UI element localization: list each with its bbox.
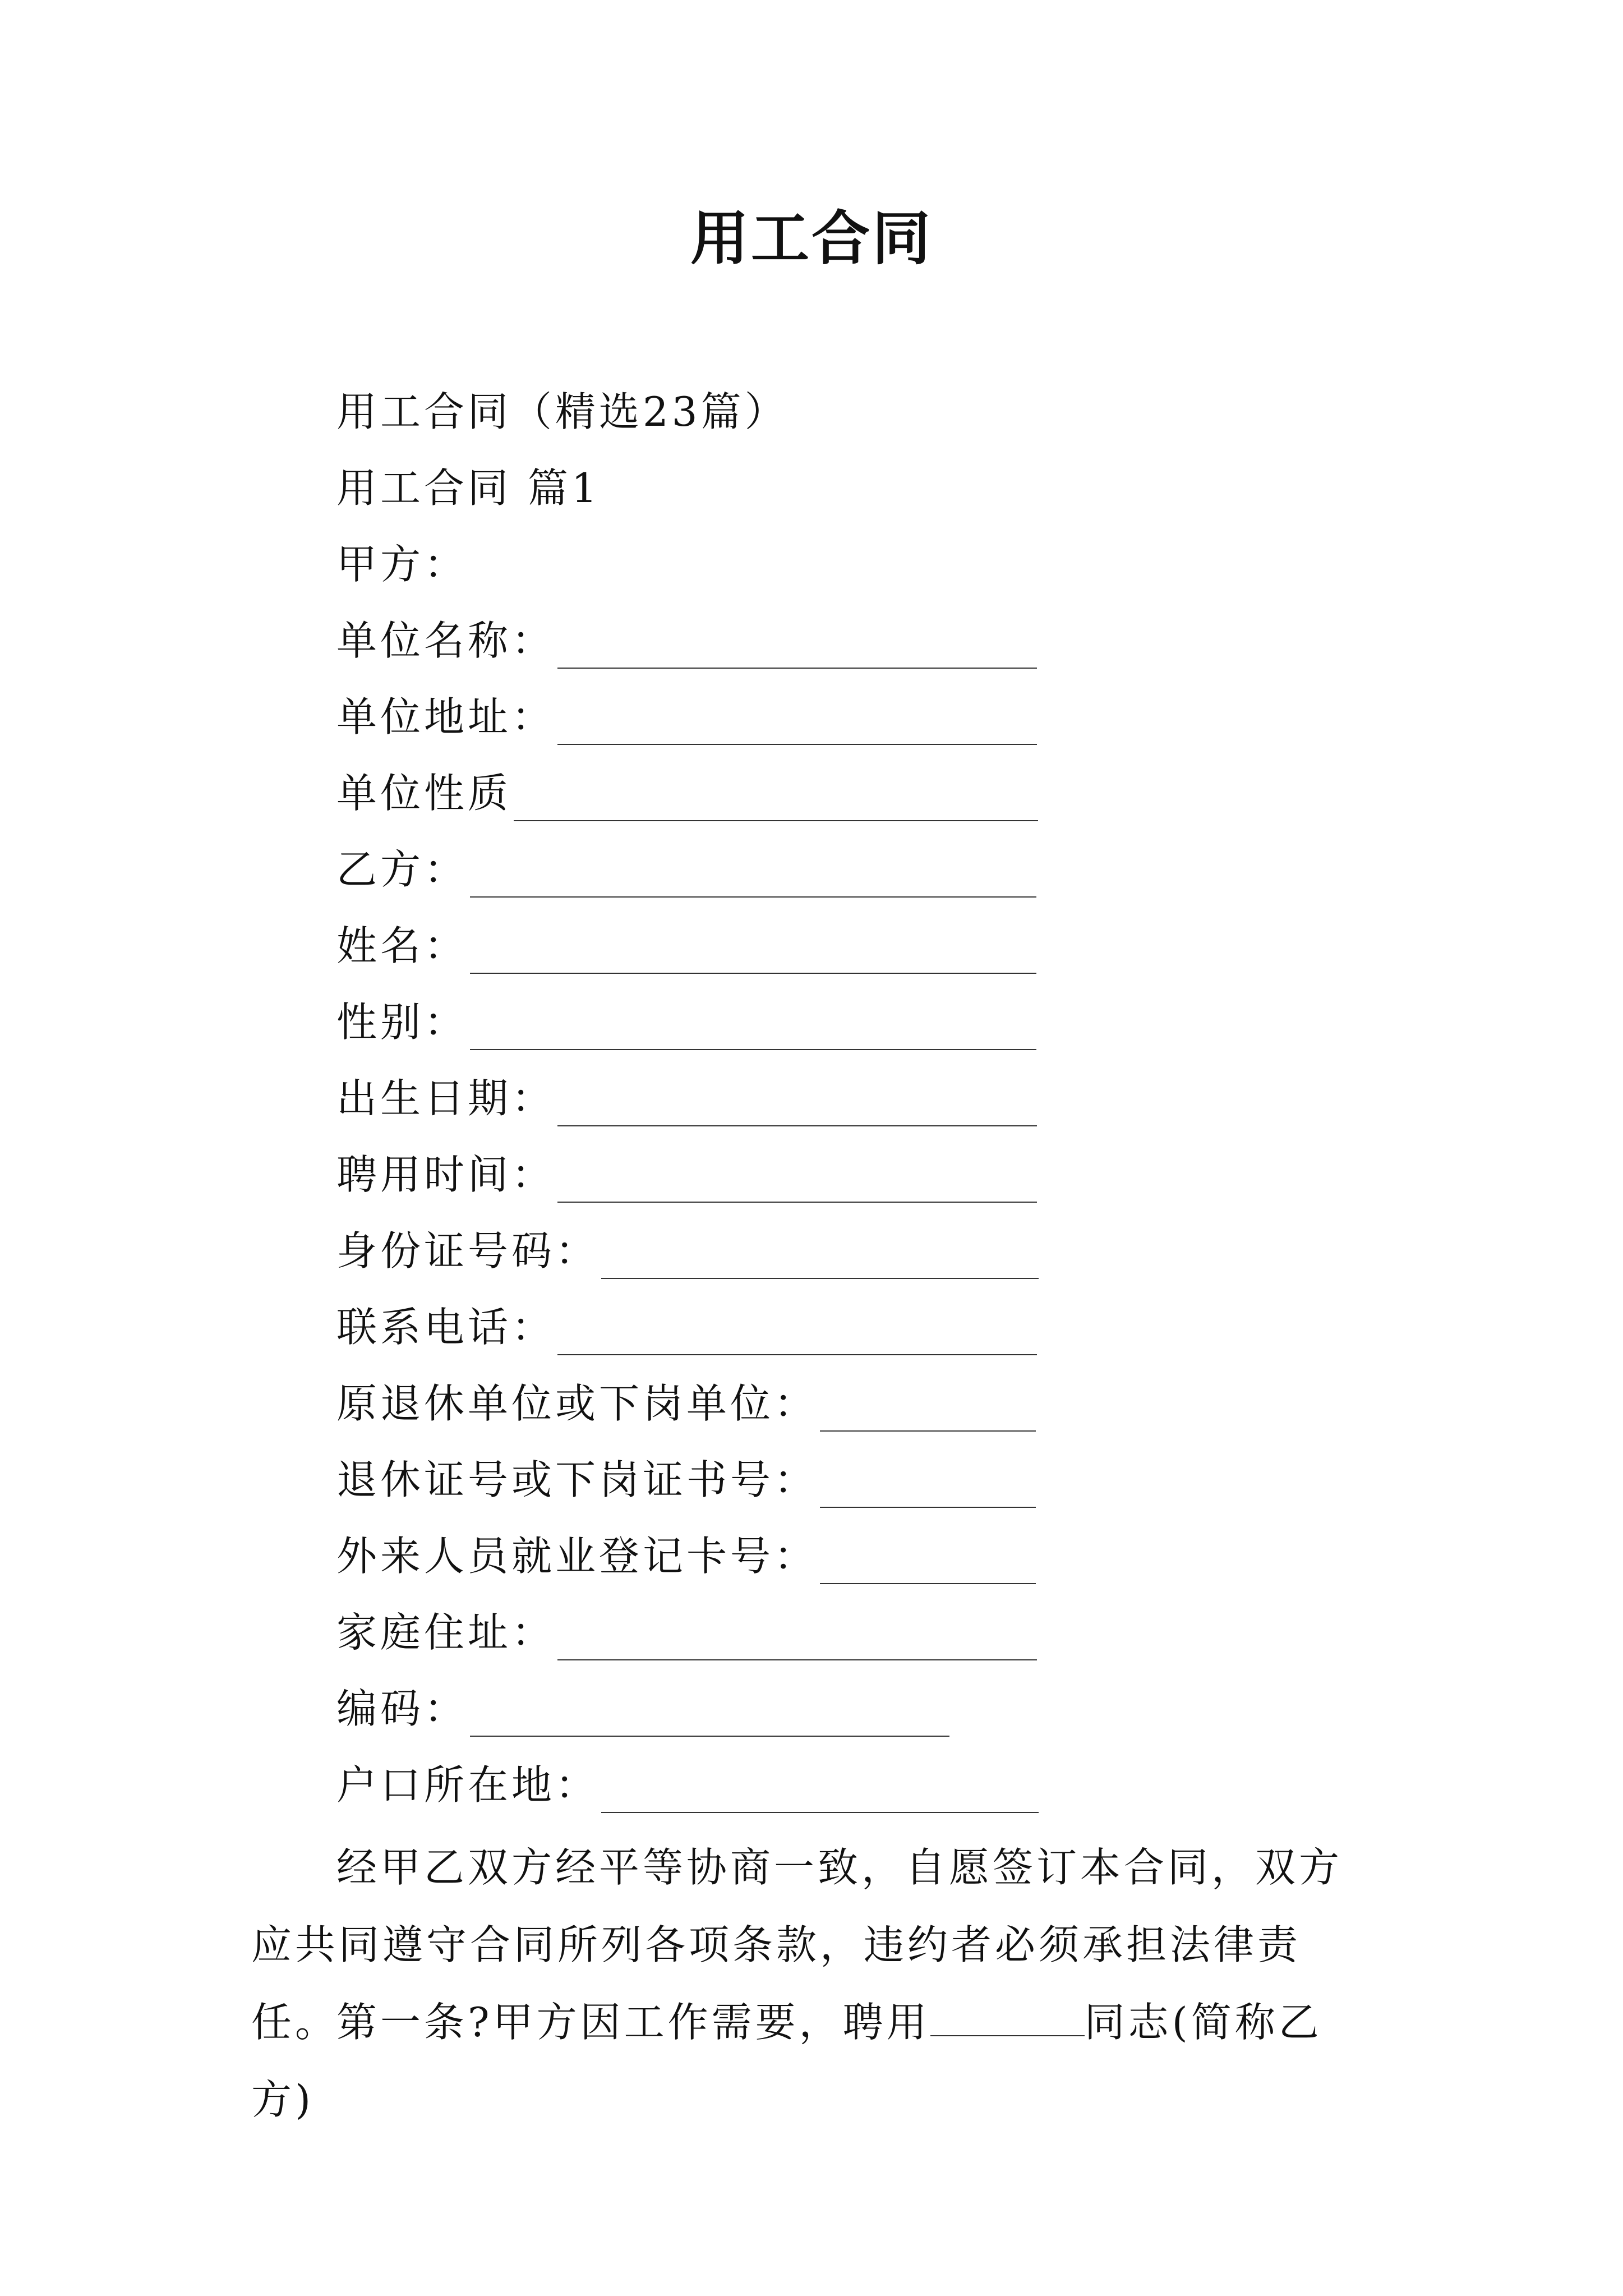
unit-nature-label: 单位性质 bbox=[336, 770, 512, 817]
unit-name-blank[interactable] bbox=[557, 624, 1037, 669]
postcode-blank[interactable] bbox=[470, 1692, 949, 1737]
home-address-blank[interactable] bbox=[557, 1616, 1037, 1660]
party-b-blank[interactable] bbox=[470, 853, 1036, 898]
gender-blank[interactable] bbox=[470, 1005, 1036, 1050]
hukou-blank[interactable] bbox=[601, 1768, 1039, 1813]
unit-name-field bbox=[336, 613, 1037, 669]
unit-address-label: 单位地址： bbox=[336, 693, 556, 740]
unit-name-label: 单位名称： bbox=[336, 617, 556, 664]
name-label: 姓名： bbox=[336, 922, 468, 969]
party-b-label: 乙方： bbox=[336, 846, 468, 893]
birth-date-blank[interactable] bbox=[557, 1082, 1037, 1126]
party-b-field bbox=[336, 841, 1036, 898]
gender-field bbox=[336, 994, 1036, 1050]
document-subtitle: 用工合同（精选23篇） bbox=[336, 388, 789, 435]
former-unit-blank[interactable] bbox=[820, 1387, 1036, 1432]
former-unit-label: 原退休单位或下岗单位： bbox=[336, 1380, 818, 1427]
retire-cert-label: 退休证号或下岗证书号： bbox=[336, 1456, 818, 1503]
article-1-text-before: 第一条?甲方因工作需要，聘用 bbox=[336, 1999, 930, 2046]
employ-time-blank[interactable] bbox=[557, 1158, 1037, 1203]
phone-blank[interactable] bbox=[557, 1310, 1037, 1355]
employ-time-field bbox=[336, 1147, 1037, 1203]
retire-cert-blank[interactable] bbox=[820, 1463, 1036, 1508]
phone-field bbox=[336, 1299, 1037, 1355]
id-number-field bbox=[336, 1223, 1039, 1279]
gender-label: 性别： bbox=[336, 999, 468, 1046]
home-address-label: 家庭住址： bbox=[336, 1609, 556, 1656]
name-blank[interactable] bbox=[470, 929, 1036, 974]
article-1-text-after: 同志(简称乙方) bbox=[251, 1999, 1322, 2123]
document-title: 用工合同 bbox=[690, 204, 933, 273]
retire-cert-field bbox=[336, 1452, 1036, 1508]
postcode-label: 编码： bbox=[336, 1685, 468, 1732]
unit-address-field bbox=[336, 689, 1037, 745]
former-unit-field bbox=[336, 1375, 1036, 1432]
id-number-blank[interactable] bbox=[601, 1234, 1039, 1279]
article-1-name-blank[interactable] bbox=[930, 1996, 1085, 2036]
migrant-card-field bbox=[336, 1528, 1036, 1584]
migrant-card-blank[interactable] bbox=[820, 1539, 1036, 1584]
employ-time-label: 聘用时间： bbox=[336, 1151, 556, 1198]
home-address-field bbox=[336, 1604, 1037, 1660]
phone-label: 联系电话： bbox=[336, 1304, 556, 1351]
section-heading: 用工合同 篇1 bbox=[336, 464, 601, 512]
id-number-label: 身份证号码： bbox=[336, 1227, 600, 1274]
unit-address-blank[interactable] bbox=[557, 700, 1037, 745]
birth-date-field bbox=[336, 1070, 1037, 1126]
unit-nature-field bbox=[336, 765, 1038, 821]
agreement-text: 经甲乙双方经平等协商一致，自愿签订本合同，双方应共同遵守合同所列各项条款，违约者必须承担法律责任。 bbox=[251, 1844, 1343, 2046]
hukou-field bbox=[336, 1757, 1039, 1813]
party-a-label: 甲方： bbox=[336, 541, 468, 588]
article-1-paragraph bbox=[251, 1984, 1384, 2138]
postcode-field bbox=[336, 1681, 949, 1737]
hukou-label: 户口所在地： bbox=[336, 1761, 600, 1809]
name-field bbox=[336, 918, 1036, 974]
birth-date-label: 出生日期： bbox=[336, 1075, 556, 1122]
unit-nature-blank[interactable] bbox=[514, 776, 1038, 821]
article-1-line bbox=[251, 1984, 1384, 2138]
migrant-card-label: 外来人员就业登记卡号： bbox=[336, 1533, 818, 1580]
